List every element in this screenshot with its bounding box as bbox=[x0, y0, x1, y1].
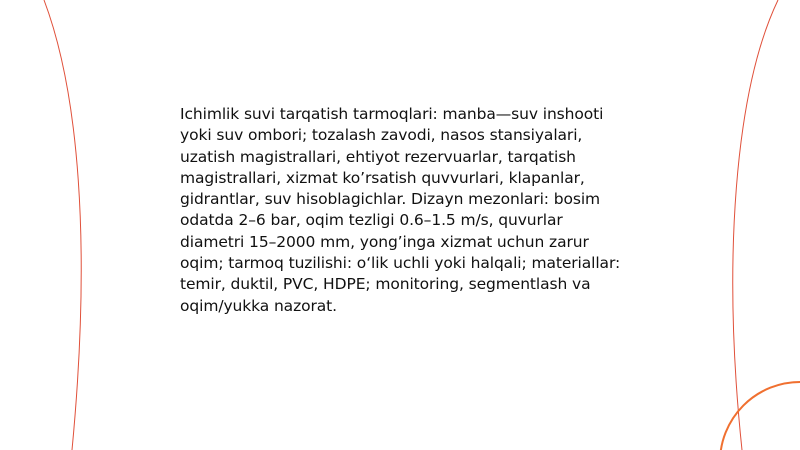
left-decorative-curve bbox=[44, 0, 81, 450]
right-decorative-curve bbox=[733, 0, 778, 450]
corner-accent-arc bbox=[720, 382, 800, 450]
body-paragraph: Ichimlik suvi tarqatish tarmoqlari: manba—suv inshooti yoki suv ombori; tozalash zavodi, nasos stansiyalari, uzatish magistrallari, ehtiyot rezervuarlar, tarqatish magistrallari, xizmat ko’rsatish quvvurlari, klapanlar, gidrantlar, suv hisoblagichlar. Dizayn mezonlari: bosim odatda 2–6 bar, oqim tezligi 0.6–1.5 m/s, quvurlar diametri 15–2000 mm, yong’inga xizmat uchun zarur oqim; tarmoq tuzilishi: o‘lik uchli yoki halqali; materiallar: temir, duktil, PVC, HDPE; monitoring, segmentlash va oqim/yukka nazorat. bbox=[180, 105, 621, 315]
